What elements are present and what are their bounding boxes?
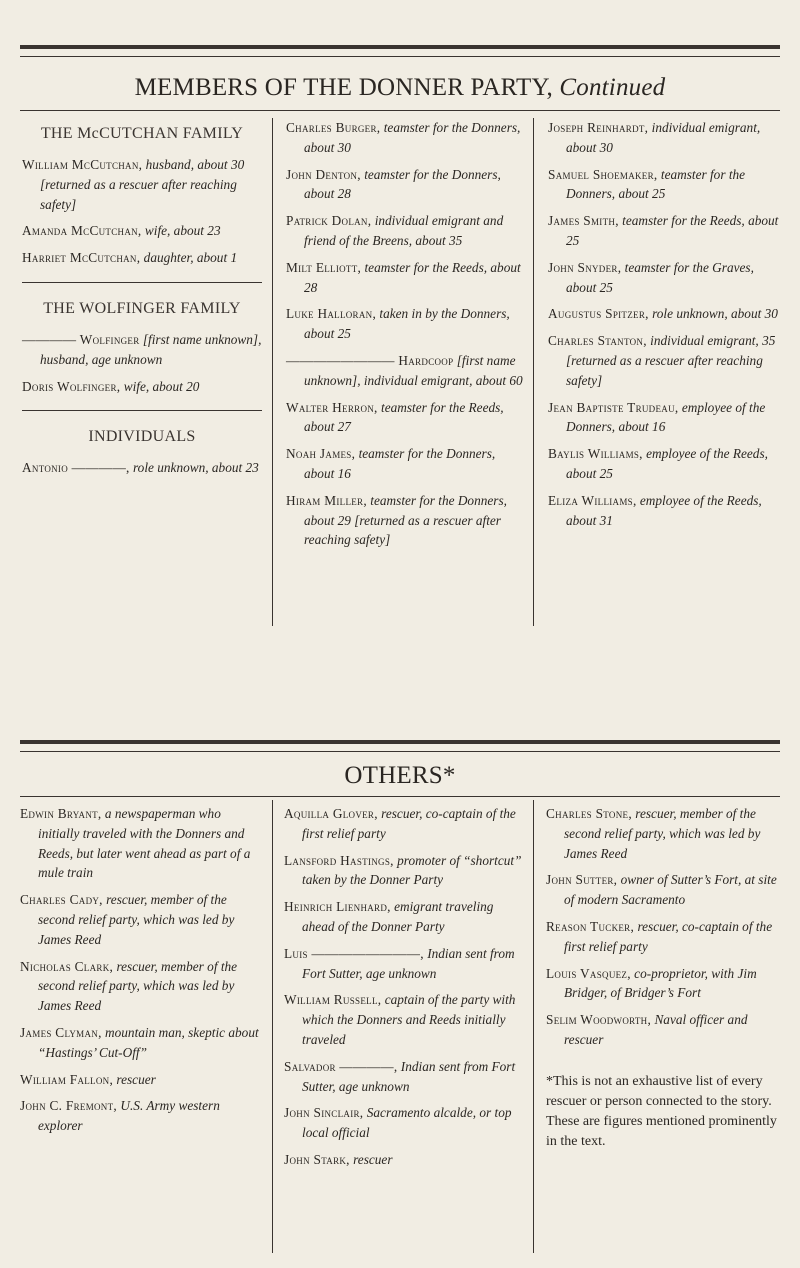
person-name: John Snyder, xyxy=(548,259,622,275)
person-name: Edwin Bryant, xyxy=(20,806,102,821)
person-name: ———————— Hardcoop xyxy=(286,352,454,368)
others-column-2 xyxy=(284,804,524,1177)
person-name: Antonio ————, xyxy=(22,460,130,476)
person-description: rescuer, member of the second relief party, which was led by James Reed xyxy=(564,806,761,861)
person-entry xyxy=(548,398,780,438)
person-entry xyxy=(20,890,262,949)
person-entry xyxy=(286,398,526,438)
person-description: individual emigrant, 35 [returned as a rescuer after reaching safety] xyxy=(566,333,776,388)
person-entry xyxy=(284,1103,524,1143)
person-entry xyxy=(546,917,780,957)
person-description: teamster for the Donners, about 25 xyxy=(566,166,746,202)
person-entry xyxy=(20,1023,262,1063)
person-description: teamster for the Donners, about 28 xyxy=(304,166,501,202)
person-entry xyxy=(20,1070,262,1090)
page-title xyxy=(20,74,780,102)
person-name: Charles Stanton, xyxy=(548,333,647,349)
person-description: promoter of “shortcut” taken by the Donner Party xyxy=(302,852,522,888)
person-name: William McCutchan, xyxy=(22,157,143,172)
person-entry xyxy=(22,330,262,370)
person-entry xyxy=(284,851,524,891)
person-description: rescuer, co-captain of the first relief party xyxy=(564,918,773,954)
person-description: Naval officer and rescuer xyxy=(564,1012,748,1047)
person-name: John Stark, xyxy=(284,1151,350,1167)
members-column-3 xyxy=(548,118,780,537)
person-entry xyxy=(546,804,780,863)
person-name: John Sinclair, xyxy=(284,1105,364,1121)
person-name: Aquilla Glover, xyxy=(284,806,378,821)
wolfinger-list xyxy=(22,330,262,396)
person-entry xyxy=(546,964,780,1004)
person-name: ———— Wolfinger xyxy=(22,331,140,347)
person-name: James Smith, xyxy=(548,213,619,229)
person-description: captain of the party with which the Donners and Reeds initially traveled xyxy=(302,992,516,1047)
person-name: Heinrich Lienhard, xyxy=(284,899,391,915)
person-name: Harriet McCutchan, xyxy=(22,250,141,266)
person-name: Charles Burger, xyxy=(286,120,381,135)
person-name: Joseph Reinhardt, xyxy=(548,120,649,135)
column-separator xyxy=(272,118,273,626)
others-title: OTHERS* xyxy=(344,762,456,789)
person-entry xyxy=(286,258,526,298)
person-description: teamster for the Reeds, about 27 xyxy=(304,399,504,435)
others-column-1 xyxy=(20,804,262,1143)
person-name: Amanda McCutchan, xyxy=(22,223,142,239)
person-name: Samuel Shoemaker, xyxy=(548,166,658,182)
section-title-mccutchan: THE McCUTCHAN FAMILY xyxy=(40,125,244,142)
person-description: Indian sent from Fort Sutter, age unknown xyxy=(302,1058,516,1094)
person-entry xyxy=(286,211,526,251)
person-name: Charles Cady, xyxy=(20,892,103,908)
section-divider xyxy=(22,282,262,283)
person-name: Hiram Miller, xyxy=(286,492,367,508)
person-name: William Russell, xyxy=(284,992,382,1008)
person-description: [first name unknown], individual emigrant, about 60 xyxy=(304,352,523,388)
family-column xyxy=(22,122,262,485)
person-name: Jean Baptiste Trudeau, xyxy=(548,399,679,415)
person-name: Selim Woodworth, xyxy=(546,1012,652,1028)
person-description: individual emigrant, about 30 xyxy=(566,120,761,155)
person-entry xyxy=(286,304,526,344)
person-description: husband, about 30 [returned as a rescuer after reaching safety] xyxy=(40,157,245,212)
section-title-wolfinger: THE WOLFINGER FAMILY xyxy=(43,299,241,317)
person-entry xyxy=(548,258,780,298)
person-description: daughter, about 1 xyxy=(143,250,238,266)
person-description: individual emigrant and friend of the Breens, about 35 xyxy=(304,213,504,248)
person-name: Nicholas Clark, xyxy=(20,958,114,974)
person-entry xyxy=(20,957,262,1016)
person-entry xyxy=(546,870,780,910)
person-description: teamster for the Donners, about 30 xyxy=(304,120,521,155)
person-description: a newspaperman who initially traveled with the Donners and Reeds, but later went ahead as part of a mule train xyxy=(38,806,251,881)
members-column-2 xyxy=(286,118,526,557)
person-description: teamster for the Donners, about 29 [returned as a rescuer after reaching safety] xyxy=(304,492,507,548)
person-name: Noah James, xyxy=(286,446,356,462)
person-name: Walter Herron, xyxy=(286,399,378,415)
person-name: Eliza Williams, xyxy=(548,492,637,508)
person-name: Doris Wolfinger, xyxy=(22,378,121,394)
person-name: John C. Fremont, xyxy=(20,1098,118,1114)
person-entry xyxy=(286,351,526,391)
person-description: Sacramento alcalde, or top local official xyxy=(302,1105,512,1141)
person-entry xyxy=(286,444,526,484)
person-description: rescuer, member of the second relief party, which was led by James Reed xyxy=(38,892,235,947)
person-name: William Fallon, xyxy=(20,1071,114,1087)
person-entry xyxy=(284,1150,524,1170)
person-entry xyxy=(548,118,780,158)
person-description: teamster for the Reeds, about 25 xyxy=(566,213,779,248)
person-entry xyxy=(548,444,780,484)
person-name: Luis ————————, xyxy=(284,945,424,961)
person-name: James Clyman, xyxy=(20,1024,102,1040)
person-entry xyxy=(548,211,780,251)
person-entry xyxy=(20,804,262,883)
top-double-rule xyxy=(20,45,780,57)
person-entry xyxy=(22,248,262,268)
person-description: employee of the Reeds, about 31 xyxy=(566,492,762,528)
person-name: Patrick Dolan, xyxy=(286,213,372,229)
person-description: mountain man, skeptic about “Hastings’ Cut-Off” xyxy=(38,1024,259,1060)
person-entry xyxy=(284,990,524,1049)
person-description: Indian sent from Fort Sutter, age unknown xyxy=(302,945,515,981)
person-name: Baylis Williams, xyxy=(548,446,643,462)
person-entry xyxy=(284,897,524,937)
person-description: employee of the Donners, about 16 xyxy=(566,399,766,435)
person-description: employee of the Reeds, about 25 xyxy=(566,446,768,481)
person-entry xyxy=(22,155,262,214)
person-name: Salvador ————, xyxy=(284,1058,398,1074)
mccutchan-list xyxy=(22,155,262,268)
person-entry xyxy=(548,165,780,205)
person-entry xyxy=(22,377,262,397)
person-description: taken in by the Donners, about 25 xyxy=(304,306,510,342)
person-entry xyxy=(286,118,526,158)
person-name: Lansford Hastings, xyxy=(284,852,394,868)
person-description: rescuer, member of the second relief party, which was led by James Reed xyxy=(38,958,238,1014)
person-entry xyxy=(284,1057,524,1097)
column-separator xyxy=(533,800,534,1253)
person-description: U.S. Army western explorer xyxy=(38,1098,220,1134)
person-description: rescuer xyxy=(116,1071,156,1087)
person-description: [first name unknown], husband, age unknown xyxy=(40,331,262,367)
column-separator xyxy=(533,118,534,626)
others-double-rule xyxy=(20,740,780,752)
person-entry xyxy=(548,491,780,531)
person-entry xyxy=(286,165,526,205)
person-description: wife, about 20 xyxy=(123,378,200,394)
person-name: Charles Stone, xyxy=(546,806,632,821)
section-title-individuals: INDIVIDUALS xyxy=(88,428,196,446)
person-entry xyxy=(286,491,526,550)
person-description: wife, about 23 xyxy=(144,223,221,239)
person-name: John Denton, xyxy=(286,166,361,182)
person-entry xyxy=(546,1010,780,1050)
person-entry xyxy=(548,304,780,324)
person-name: John Sutter, xyxy=(546,872,618,888)
person-description: emigrant traveling ahead of the Donner Party xyxy=(302,899,494,934)
person-description: role unknown, about 23 xyxy=(133,460,259,476)
others-underline xyxy=(20,796,780,797)
section-divider xyxy=(22,410,262,411)
person-description: role unknown, about 30 xyxy=(652,306,778,322)
others-column-3-list xyxy=(546,804,780,1050)
individuals-list xyxy=(22,458,262,478)
person-description: rescuer, co-captain of the first relief party xyxy=(302,806,516,841)
person-entry xyxy=(284,804,524,844)
person-description: teamster for the Donners, about 16 xyxy=(304,446,496,481)
title-underline xyxy=(20,110,780,111)
column-separator xyxy=(272,800,273,1253)
person-entry xyxy=(22,458,262,478)
person-description: co-proprietor, with Jim Bridger, of Bridger’s Fort xyxy=(564,965,757,1001)
person-description: teamster for the Graves, about 25 xyxy=(566,259,754,295)
page-title-main: MEMBERS OF THE DONNER PARTY, xyxy=(134,74,553,101)
page-title-continued: Continued xyxy=(559,74,666,101)
footnote: *This is not an exhaustive list of every rescuer or person connected to the story. These are figures mentioned prominently in the text. xyxy=(546,1073,777,1149)
person-name: Augustus Spitzer, xyxy=(548,306,649,322)
person-entry xyxy=(548,331,780,390)
person-name: Louis Vasquez, xyxy=(546,965,631,981)
person-name: Milt Elliott, xyxy=(286,259,362,275)
person-name: Reason Tucker, xyxy=(546,918,635,934)
person-entry xyxy=(22,221,262,241)
person-description: owner of Sutter’s Fort, at site of modern Sacramento xyxy=(564,872,777,908)
person-description: teamster for the Reeds, about 28 xyxy=(304,259,521,295)
person-entry xyxy=(20,1096,262,1136)
person-description: rescuer xyxy=(353,1151,393,1167)
others-column-3 xyxy=(546,804,780,1152)
person-entry xyxy=(284,944,524,984)
person-name: Luke Halloran, xyxy=(286,306,377,322)
